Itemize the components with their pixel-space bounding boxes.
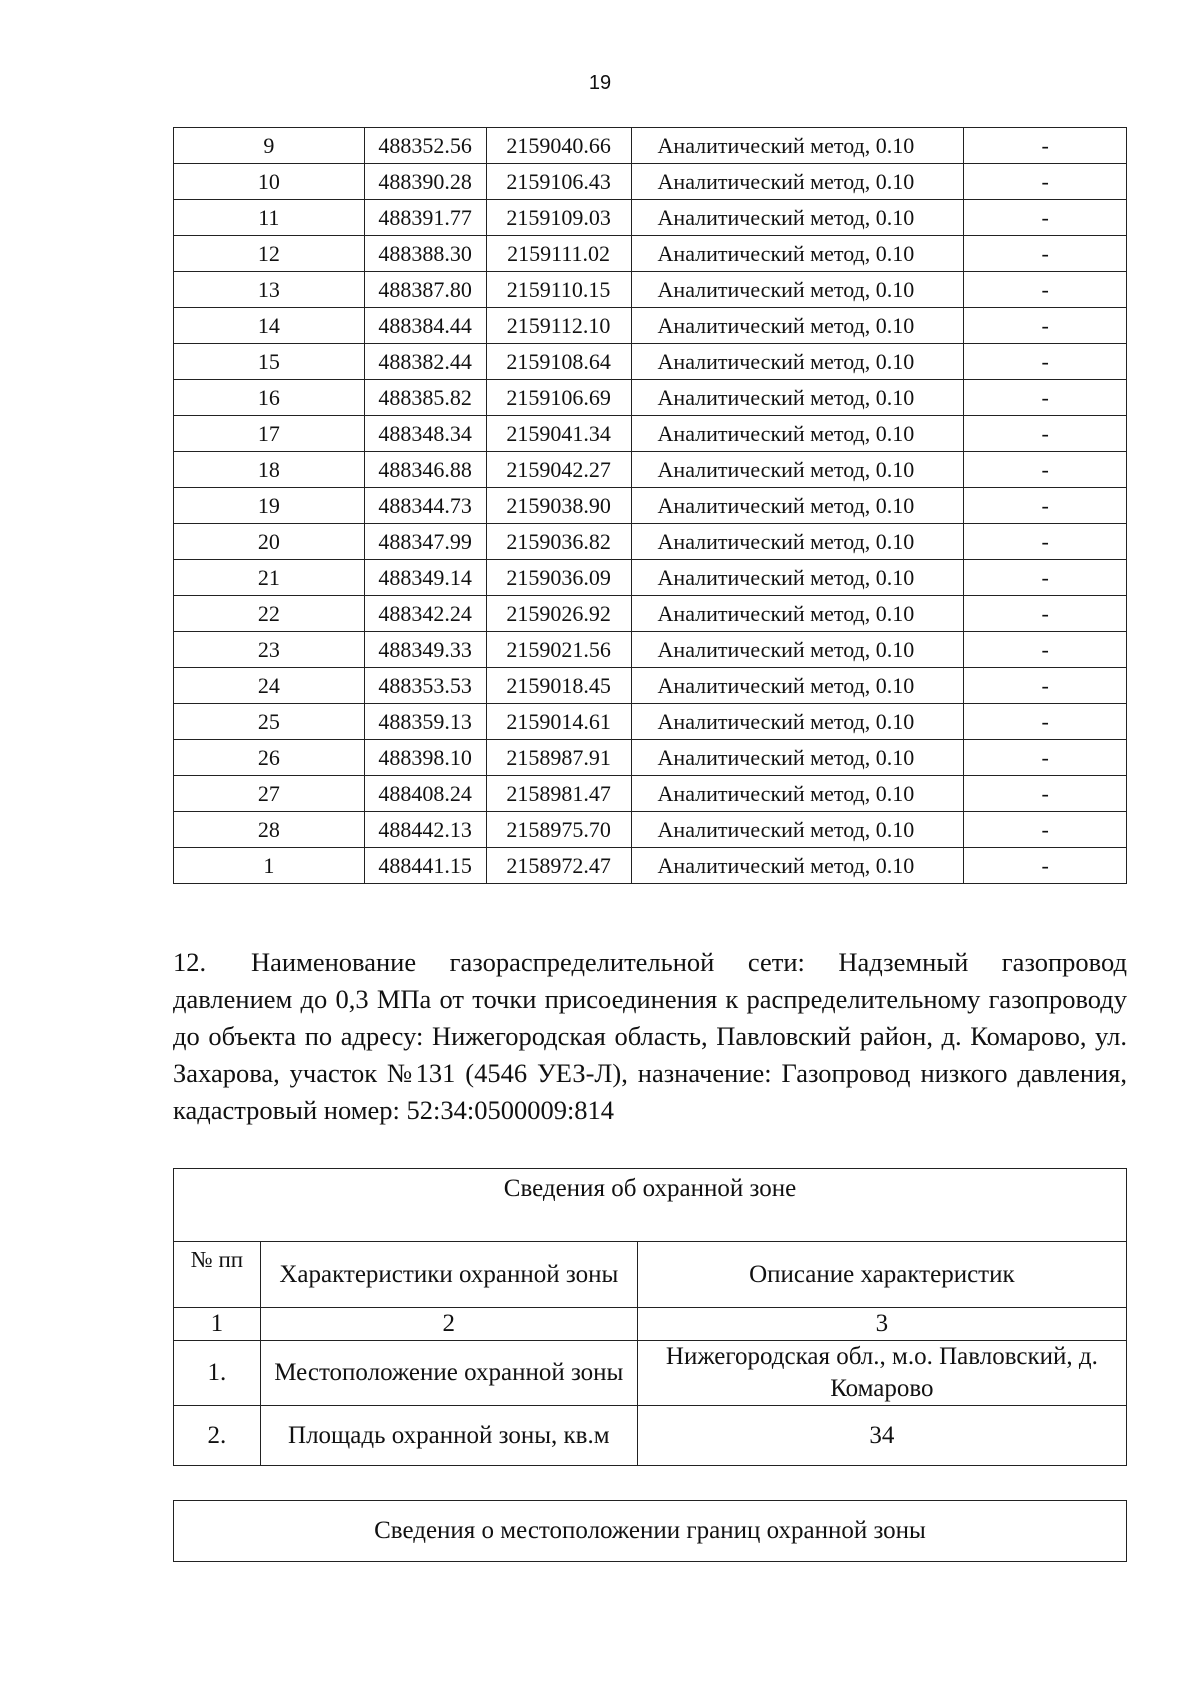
table-row (174, 272, 1127, 308)
point-number-cell: 24 (174, 668, 365, 704)
point-number-cell: 27 (174, 776, 365, 812)
x-coordinate-cell: 488359.13 (364, 704, 486, 740)
table-row (174, 380, 1127, 416)
zone-header-number: № пп (174, 1242, 261, 1308)
y-coordinate-cell: 2159021.56 (486, 632, 631, 668)
y-coordinate-cell: 2159038.90 (486, 488, 631, 524)
x-coordinate-cell: 488347.99 (364, 524, 486, 560)
table-row (174, 128, 1127, 164)
point-number-cell: 15 (174, 344, 365, 380)
table-row (174, 632, 1127, 668)
note-cell: - (964, 164, 1127, 200)
point-number-cell: 26 (174, 740, 365, 776)
x-coordinate-cell: 488346.88 (364, 452, 486, 488)
accuracy-method-cell: Аналитический метод, 0.10 (631, 488, 964, 524)
y-coordinate-cell: 2159018.45 (486, 668, 631, 704)
table-row (174, 596, 1127, 632)
table-row (174, 560, 1127, 596)
note-cell: - (964, 200, 1127, 236)
accuracy-method-cell: Аналитический метод, 0.10 (631, 380, 964, 416)
x-coordinate-cell: 488382.44 (364, 344, 486, 380)
point-number-cell: 19 (174, 488, 365, 524)
y-coordinate-cell: 2158972.47 (486, 848, 631, 884)
note-cell: - (964, 668, 1127, 704)
x-coordinate-cell: 488353.53 (364, 668, 486, 704)
note-cell: - (964, 380, 1127, 416)
note-cell: - (964, 308, 1127, 344)
point-number-cell: 1 (174, 848, 365, 884)
y-coordinate-cell: 2159040.66 (486, 128, 631, 164)
accuracy-method-cell: Аналитический метод, 0.10 (631, 776, 964, 812)
y-coordinate-cell: 2159014.61 (486, 704, 631, 740)
y-coordinate-cell: 2158975.70 (486, 812, 631, 848)
y-coordinate-cell: 2159112.10 (486, 308, 631, 344)
x-coordinate-cell: 488442.13 (364, 812, 486, 848)
y-coordinate-cell: 2159108.64 (486, 344, 631, 380)
point-number-cell: 16 (174, 380, 365, 416)
x-coordinate-cell: 488352.56 (364, 128, 486, 164)
y-coordinate-cell: 2159042.27 (486, 452, 631, 488)
protection-zone-table (173, 1168, 1127, 1466)
accuracy-method-cell: Аналитический метод, 0.10 (631, 164, 964, 200)
x-coordinate-cell: 488348.34 (364, 416, 486, 452)
table-row (174, 668, 1127, 704)
note-cell: - (964, 236, 1127, 272)
y-coordinate-cell: 2158981.47 (486, 776, 631, 812)
note-cell: - (964, 596, 1127, 632)
note-cell: - (964, 488, 1127, 524)
point-number-cell: 28 (174, 812, 365, 848)
accuracy-method-cell: Аналитический метод, 0.10 (631, 308, 964, 344)
x-coordinate-cell: 488390.28 (364, 164, 486, 200)
zone-row-number: 1. (174, 1341, 261, 1406)
x-coordinate-cell: 488408.24 (364, 776, 486, 812)
section-12-paragraph (173, 944, 1127, 1129)
point-number-cell: 9 (174, 128, 365, 164)
table-row (174, 308, 1127, 344)
table-row (174, 344, 1127, 380)
x-coordinate-cell: 488387.80 (364, 272, 486, 308)
point-number-cell: 23 (174, 632, 365, 668)
accuracy-method-cell: Аналитический метод, 0.10 (631, 416, 964, 452)
zone-row-description: 34 (637, 1406, 1126, 1466)
zone-row-characteristic: Площадь охранной зоны, кв.м (260, 1406, 637, 1466)
note-cell: - (964, 740, 1127, 776)
point-number-cell: 18 (174, 452, 365, 488)
note-cell: - (964, 704, 1127, 740)
note-cell: - (964, 560, 1127, 596)
table-row (174, 848, 1127, 884)
x-coordinate-cell: 488342.24 (364, 596, 486, 632)
x-coordinate-cell: 488384.44 (364, 308, 486, 344)
point-number-cell: 21 (174, 560, 365, 596)
table-row (174, 812, 1127, 848)
zone-index-1: 1 (174, 1308, 261, 1341)
table-row (174, 740, 1127, 776)
point-number-cell: 20 (174, 524, 365, 560)
accuracy-method-cell: Аналитический метод, 0.10 (631, 632, 964, 668)
page-number: 19 (588, 72, 612, 94)
boundaries-heading-box (173, 1500, 1127, 1562)
x-coordinate-cell: 488441.15 (364, 848, 486, 884)
y-coordinate-cell: 2159106.69 (486, 380, 631, 416)
table-row (174, 704, 1127, 740)
zone-header-description: Описание характеристик (637, 1242, 1126, 1308)
point-number-cell: 10 (174, 164, 365, 200)
zone-header-characteristic: Характеристики охранной зоны (260, 1242, 637, 1308)
zone-index-3: 3 (637, 1308, 1126, 1341)
note-cell: - (964, 848, 1127, 884)
y-coordinate-cell: 2158987.91 (486, 740, 631, 776)
accuracy-method-cell: Аналитический метод, 0.10 (631, 560, 964, 596)
note-cell: - (964, 272, 1127, 308)
y-coordinate-cell: 2159026.92 (486, 596, 631, 632)
accuracy-method-cell: Аналитический метод, 0.10 (631, 848, 964, 884)
table-row (174, 236, 1127, 272)
note-cell: - (964, 452, 1127, 488)
section-number: 12. (173, 947, 207, 977)
accuracy-method-cell: Аналитический метод, 0.10 (631, 452, 964, 488)
x-coordinate-cell: 488385.82 (364, 380, 486, 416)
y-coordinate-cell: 2159041.34 (486, 416, 631, 452)
accuracy-method-cell: Аналитический метод, 0.10 (631, 704, 964, 740)
section-text: Наименование газораспределительной сети: Надземный газопровод давлением до 0,3 МПа от точки присоединения к распределительному газопроводу до объекта по адресу: Нижегородская область, Павловский район, д. Комарово, ул. Захарова, участок №131 (4546 УЕЗ-Л), назначение: Газопровод низкого давления, кадастровый номер: 52:34:0500009:814 (173, 947, 1127, 1125)
table-row (174, 200, 1127, 236)
accuracy-method-cell: Аналитический метод, 0.10 (631, 668, 964, 704)
table-row (174, 416, 1127, 452)
y-coordinate-cell: 2159110.15 (486, 272, 631, 308)
note-cell: - (964, 776, 1127, 812)
zone-row-characteristic: Местоположение охранной зоны (260, 1341, 637, 1406)
zone-table-title: Сведения об охранной зоне (174, 1169, 1127, 1242)
note-cell: - (964, 416, 1127, 452)
boundaries-title: Сведения о местоположении границ охранной зоны (374, 1517, 926, 1544)
y-coordinate-cell: 2159111.02 (486, 236, 631, 272)
note-cell: - (964, 128, 1127, 164)
x-coordinate-cell: 488398.10 (364, 740, 486, 776)
point-number-cell: 11 (174, 200, 365, 236)
accuracy-method-cell: Аналитический метод, 0.10 (631, 596, 964, 632)
note-cell: - (964, 344, 1127, 380)
point-number-cell: 13 (174, 272, 365, 308)
accuracy-method-cell: Аналитический метод, 0.10 (631, 524, 964, 560)
point-number-cell: 12 (174, 236, 365, 272)
accuracy-method-cell: Аналитический метод, 0.10 (631, 812, 964, 848)
note-cell: - (964, 632, 1127, 668)
point-number-cell: 22 (174, 596, 365, 632)
x-coordinate-cell: 488349.14 (364, 560, 486, 596)
point-number-cell: 17 (174, 416, 365, 452)
accuracy-method-cell: Аналитический метод, 0.10 (631, 740, 964, 776)
note-cell: - (964, 524, 1127, 560)
zone-row-number: 2. (174, 1406, 261, 1466)
zone-index-2: 2 (260, 1308, 637, 1341)
y-coordinate-cell: 2159036.09 (486, 560, 631, 596)
y-coordinate-cell: 2159106.43 (486, 164, 631, 200)
point-number-cell: 14 (174, 308, 365, 344)
x-coordinate-cell: 488349.33 (364, 632, 486, 668)
x-coordinate-cell: 488391.77 (364, 200, 486, 236)
accuracy-method-cell: Аналитический метод, 0.10 (631, 344, 964, 380)
zone-row-description: Нижегородская обл., м.о. Павловский, д. Комарово (637, 1341, 1126, 1406)
accuracy-method-cell: Аналитический метод, 0.10 (631, 200, 964, 236)
x-coordinate-cell: 488344.73 (364, 488, 486, 524)
table-row (174, 776, 1127, 812)
x-coordinate-cell: 488388.30 (364, 236, 486, 272)
y-coordinate-cell: 2159109.03 (486, 200, 631, 236)
table-row (174, 452, 1127, 488)
accuracy-method-cell: Аналитический метод, 0.10 (631, 236, 964, 272)
table-row (174, 488, 1127, 524)
note-cell: - (964, 812, 1127, 848)
coordinates-table (173, 127, 1127, 884)
table-row (174, 524, 1127, 560)
y-coordinate-cell: 2159036.82 (486, 524, 631, 560)
accuracy-method-cell: Аналитический метод, 0.10 (631, 272, 964, 308)
point-number-cell: 25 (174, 704, 365, 740)
accuracy-method-cell: Аналитический метод, 0.10 (631, 128, 964, 164)
table-row (174, 164, 1127, 200)
